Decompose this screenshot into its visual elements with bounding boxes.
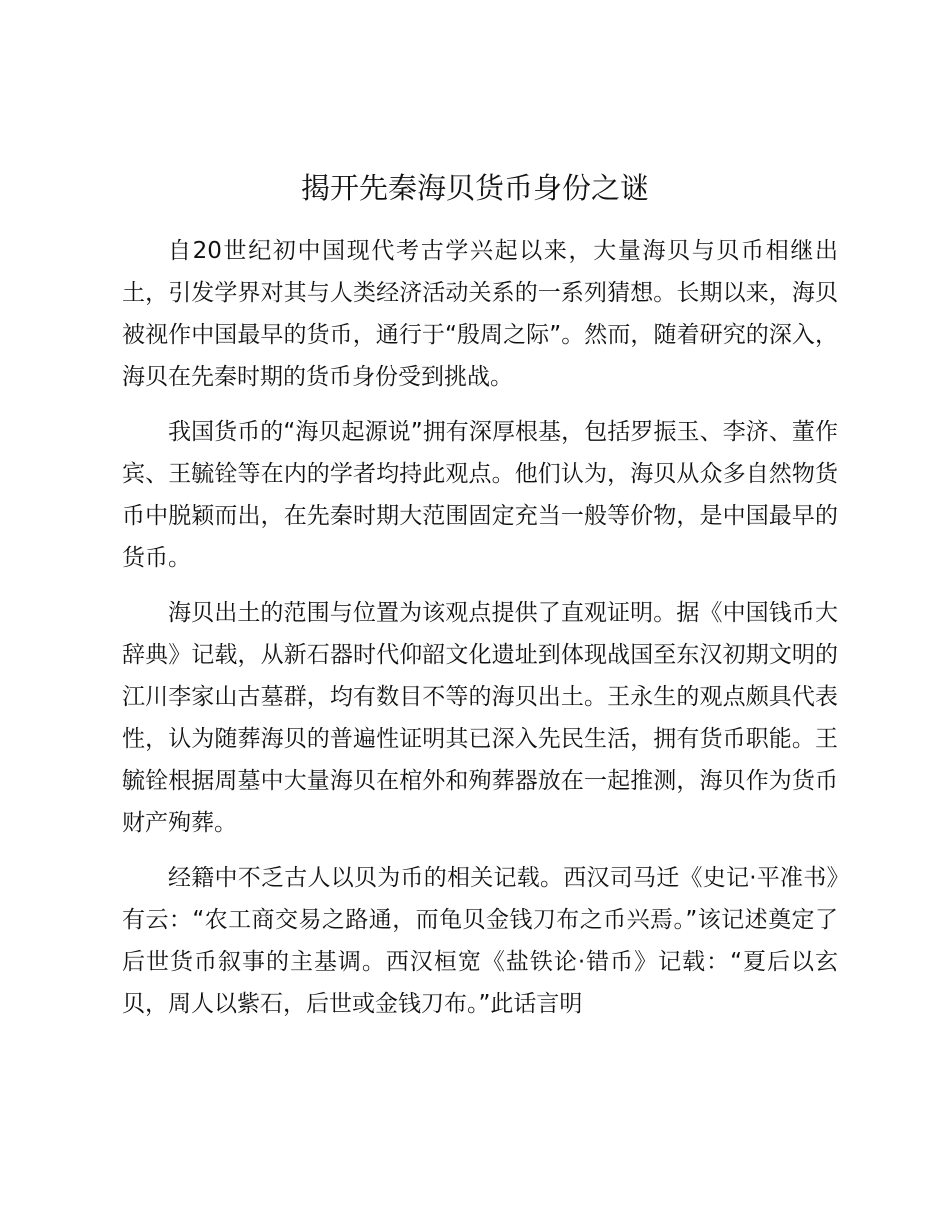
paragraph-4: 经籍中不乏古人以贝为币的相关记载。西汉司马迁《史记·平准书》有云：“农工商交易之路通，而龟贝金钱刀布之币兴焉。”该记述奠定了后世货币叙事的主基调。西汉桓宽《盐铁论·错币》记载：“夏后以玄贝，周人以紫石，后世或金钱刀布。”此话言明 bbox=[122, 865, 838, 1017]
paragraph-3: 海贝出土的范围与位置为该观点提供了直观证明。据《中国钱币大辞典》记载，从新石器时代仰韶文化遗址到体现战国至东汉初期文明的江川李家山古墓群，均有数目不等的海贝出土。王永生的观点颇具代表性，认为随葬海贝的普遍性证明其已深入先民生活，拥有货币职能。王毓铨根据周墓中大量海贝在棺外和殉葬器放在一起推测，海贝作为货币财产殉葬。 bbox=[122, 600, 838, 836]
article-title: 揭开先秦海贝货币身份之谜 bbox=[300, 171, 649, 205]
article-body bbox=[122, 230, 838, 1038]
paragraph-2: 我国货币的“海贝起源说”拥有深厚根基，包括罗振玉、李济、董作宾、王毓铨等在内的学者均持此观点。他们认为，海贝从众多自然物货币中脱颖而出，在先秦时期大范围固定充当一般等价物，是中国最早的货币。 bbox=[122, 419, 838, 571]
paragraph-1: 自20世纪初中国现代考古学兴起以来，大量海贝与贝币相继出土，引发学界对其与人类经济活动关系的一系列猜想。长期以来，海贝被视作中国最早的货币，通行于“殷周之际”。然而，随着研究的深入，海贝在先秦时期的货币身份受到挑战。 bbox=[122, 238, 838, 390]
